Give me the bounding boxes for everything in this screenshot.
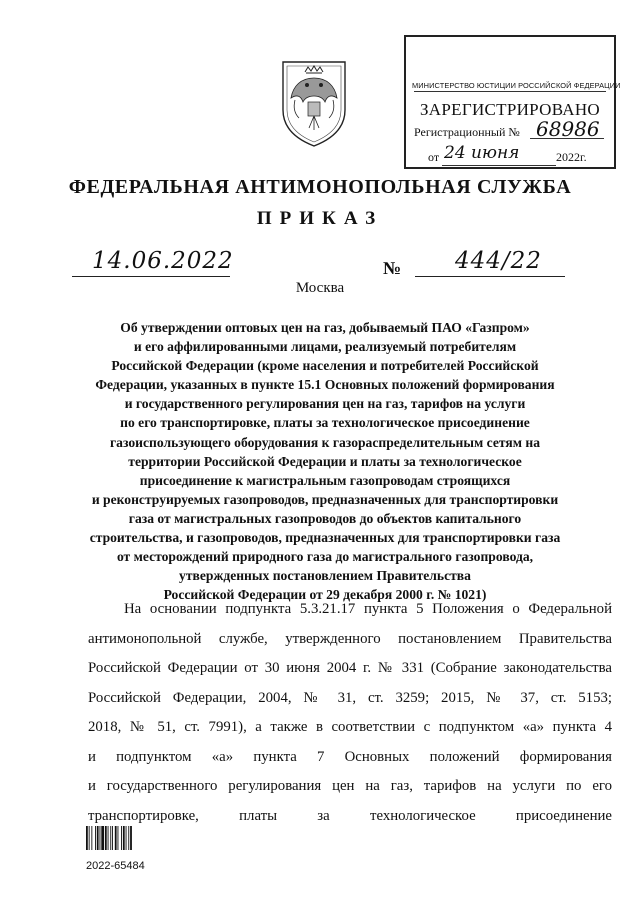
stamp-date-underline	[442, 165, 556, 166]
body-line: Российской Федерации, 2004, № 31, ст. 3259; 2015, № 37, ст. 5153;	[88, 689, 612, 706]
stamp-reg-label: Регистрационный №	[414, 125, 520, 139]
title-line: утвержденных постановлением Правительства	[179, 568, 471, 584]
stamp-date-year: 2022г.	[556, 150, 587, 164]
body-paragraph	[88, 595, 612, 831]
document-type: ПРИКАЗ	[256, 208, 384, 229]
body-line: На основании подпункта 5.3.21.17 пункта 5 Положения о Федеральной	[124, 601, 612, 617]
barcode-image	[86, 826, 150, 850]
title-line: и его аффилированными лицами, реализуемый потребителям	[133, 339, 517, 355]
stamp-reg-number: 68986	[536, 117, 600, 141]
body-line: транспортировке, платы за технологическое присоединение	[88, 807, 612, 824]
title-line: и государственного регулирования цен на газ, тарифов на услуги	[124, 396, 526, 412]
stamp-status: ЗАРЕГИСТРИРОВАНО	[419, 100, 601, 119]
order-date-underline	[72, 276, 230, 277]
body-line: антимонопольной службе, утвержденного постановлением Правительства	[88, 630, 612, 647]
order-number-underline	[415, 276, 565, 277]
order-title	[70, 318, 580, 604]
coat-of-arms-emblem	[271, 58, 357, 150]
stamp-reg-underline	[530, 138, 604, 139]
title-line: от месторождений природного газа до магистрального газопровода,	[116, 549, 534, 565]
barcode-number: 2022-65484	[86, 860, 145, 872]
title-line: территории Российской Федерации и платы за технологическое	[128, 453, 522, 469]
title-line: и реконструируемых газопроводов, предназначенных для транспортировки	[91, 491, 559, 507]
body-line: 2018, № 51, ст. 7991), а также в соответствии с подпунктом «а» пункта 4	[88, 719, 612, 735]
registration-stamp	[404, 35, 621, 169]
stamp-date-value: 24 июня	[444, 143, 520, 163]
title-line: по его транспортировке, платы за технологическое присоединение	[120, 415, 530, 431]
stamp-ministry-label: МИНИСТЕРСТВО ЮСТИЦИИ РОССИЙСКОЙ ФЕДЕРАЦИИ	[412, 81, 621, 90]
title-line: присоединение к магистральным газопроводам строящихся	[139, 472, 511, 488]
order-date: 14.06.2022	[92, 248, 234, 274]
title-line: газа от магистральных газопроводов до объектов капитального	[128, 510, 522, 526]
body-line: и подпунктом «а» пункта 7 Основных положений формирования	[88, 748, 612, 765]
city: Москва	[295, 280, 345, 296]
title-line: строительства, и газопроводов, предназначенных для транспортировки газа	[89, 530, 561, 546]
body-line: Российской Федерации от 30 июня 2004 г. № 331 (Собрание законодательства	[88, 660, 612, 676]
agency-name: ФЕДЕРАЛЬНАЯ АНТИМОНОПОЛЬНАЯ СЛУЖБА	[68, 176, 572, 198]
order-number: 444/22	[455, 248, 542, 274]
title-line: газоиспользующего оборудования к газораспределительным сетям на	[110, 434, 540, 450]
order-number-sign: №	[383, 258, 402, 278]
stamp-divider	[414, 91, 606, 92]
body-line: и государственного регулирования цен на газ, тарифов на услуги по его	[88, 778, 612, 794]
title-line: Федерации, указанных в пункте 15.1 Основных положений формирования	[95, 377, 555, 393]
title-line: Об утверждении оптовых цен на газ, добываемый ПАО «Газпром»	[120, 320, 530, 335]
stamp-date-prefix: от	[428, 150, 440, 164]
title-line: Российской Федерации (кроме населения и потребителей Российской	[111, 358, 539, 374]
title-line: Российской Федерации от 29 декабря 2000 г. № 1021)	[163, 587, 487, 603]
